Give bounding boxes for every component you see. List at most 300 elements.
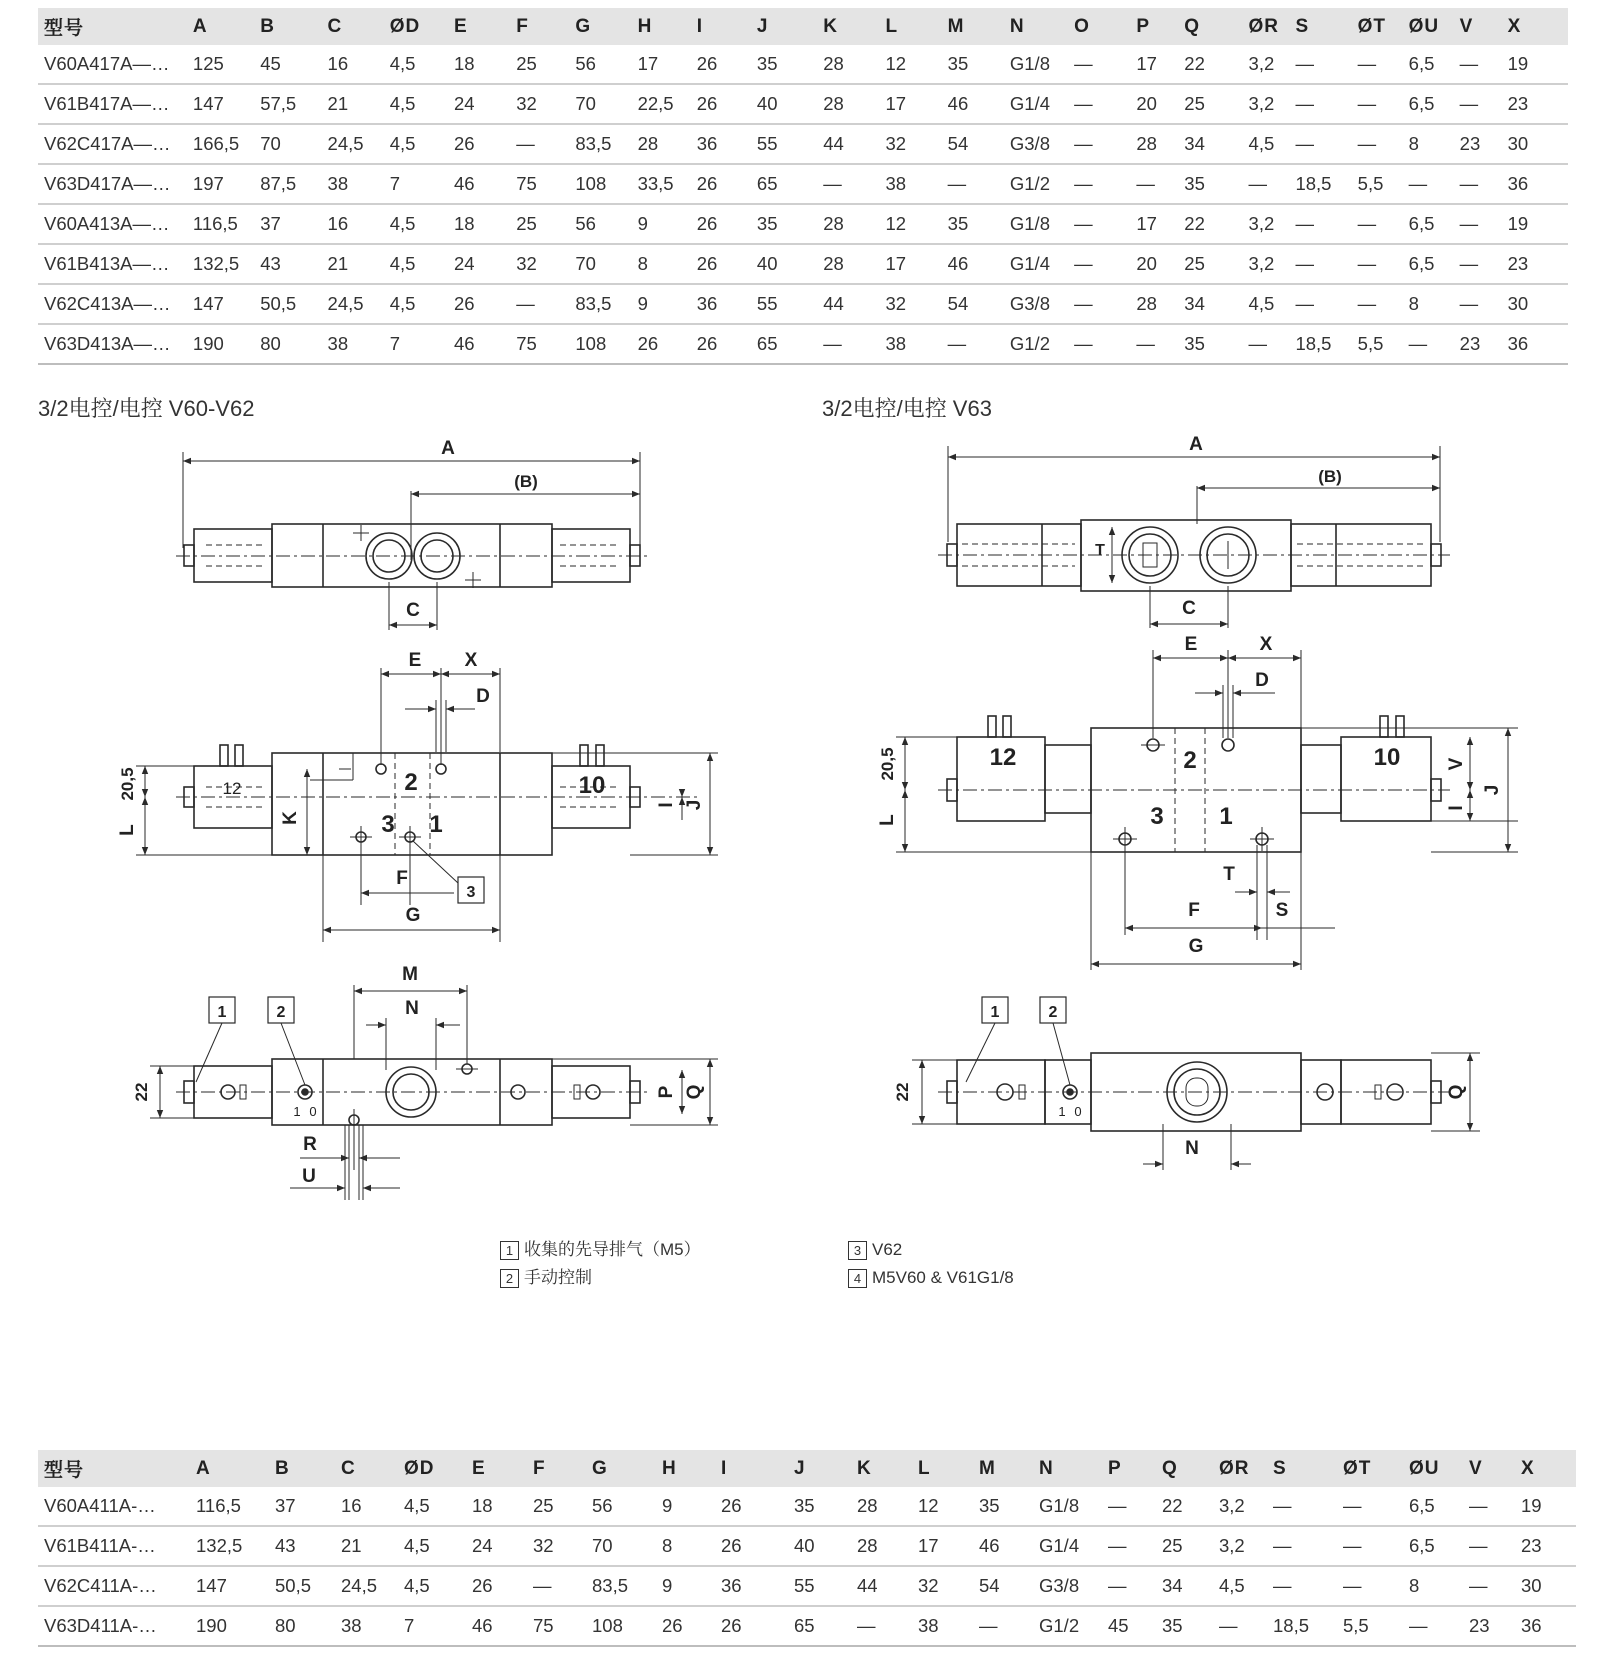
value-cell: 54 — [973, 1566, 1033, 1606]
column-header: ØU — [1403, 1450, 1463, 1487]
value-cell: 24 — [466, 1526, 527, 1566]
value-cell: — — [1454, 244, 1502, 284]
model-cell: V60A413A—… — [38, 204, 187, 244]
column-header: F — [527, 1450, 586, 1487]
column-header: P — [1102, 1450, 1156, 1487]
value-cell: 70 — [569, 244, 631, 284]
value-cell: 44 — [817, 124, 879, 164]
column-header: E — [448, 8, 510, 45]
value-cell: 6,5 — [1403, 1487, 1463, 1526]
value-cell: 166,5 — [187, 124, 254, 164]
value-cell: 28 — [632, 124, 691, 164]
value-cell: 18,5 — [1289, 164, 1351, 204]
value-cell: 25 — [527, 1487, 586, 1526]
value-cell: 30 — [1502, 124, 1568, 164]
value-cell: 17 — [879, 84, 941, 124]
value-cell: — — [1068, 164, 1130, 204]
value-cell: 87,5 — [254, 164, 321, 204]
value-cell: 40 — [751, 84, 817, 124]
left-bottom-view — [150, 985, 718, 1200]
column-header: G — [569, 8, 631, 45]
dim-label-g: G — [405, 905, 421, 926]
value-cell: 6,5 — [1403, 1526, 1463, 1566]
port-label-10-right: 10 — [1373, 744, 1401, 771]
value-cell: 26 — [691, 84, 751, 124]
dim-label-e-right: E — [1184, 634, 1198, 655]
value-cell: 4,5 — [398, 1487, 466, 1526]
value-cell: 12 — [879, 45, 941, 84]
dim-label-20-5: 20,5 — [118, 767, 137, 801]
legend-item — [500, 1236, 701, 1264]
value-cell: 4,5 — [1213, 1566, 1267, 1606]
legend-number: 2 — [500, 1269, 519, 1288]
column-header: X — [1502, 8, 1568, 45]
value-cell: — — [817, 324, 879, 364]
value-cell: — — [1337, 1487, 1403, 1526]
table-header-row — [38, 1450, 1576, 1487]
dim-label-b: (B) — [514, 472, 538, 491]
right-front-view — [896, 650, 1518, 970]
value-cell: 37 — [269, 1487, 335, 1526]
value-cell: 56 — [586, 1487, 656, 1526]
value-cell: 75 — [510, 324, 569, 364]
value-cell: 26 — [691, 244, 751, 284]
value-cell: 35 — [1178, 324, 1242, 364]
value-cell: 18 — [448, 45, 510, 84]
value-cell: 37 — [254, 204, 321, 244]
value-cell: 24 — [448, 244, 510, 284]
value-cell: G1/2 — [1004, 164, 1068, 204]
dim-label-22: 22 — [132, 1082, 151, 1102]
dim-label-i: I — [656, 802, 677, 808]
column-header: Q — [1178, 8, 1242, 45]
value-cell: 4,5 — [1243, 284, 1290, 324]
value-cell: 35 — [751, 204, 817, 244]
port-label-2-right: 2 — [1183, 747, 1197, 774]
dim-label-x: X — [464, 650, 478, 671]
dim-label-k: K — [280, 811, 301, 825]
value-cell: 19 — [1502, 45, 1568, 84]
value-cell: — — [817, 164, 879, 204]
dim-label-x-right: X — [1259, 634, 1273, 655]
dim-label-n-right: N — [1185, 1138, 1199, 1159]
value-cell: — — [1463, 1566, 1515, 1606]
value-cell: — — [1289, 45, 1351, 84]
value-cell: 75 — [527, 1606, 586, 1646]
model-cell: V61B411A-… — [38, 1526, 190, 1566]
value-cell: 23 — [1515, 1526, 1576, 1566]
value-cell: 4,5 — [384, 244, 448, 284]
value-cell: — — [851, 1606, 912, 1646]
port-label-1-right: 1 — [1219, 803, 1233, 830]
value-cell: — — [1267, 1566, 1337, 1606]
value-cell: 9 — [656, 1566, 715, 1606]
value-cell: G3/8 — [1033, 1566, 1102, 1606]
value-cell: 3,2 — [1243, 84, 1290, 124]
value-cell: 20 — [1130, 84, 1178, 124]
value-cell: 25 — [1178, 244, 1242, 284]
legend-item — [848, 1264, 1014, 1292]
value-cell: 36 — [691, 124, 751, 164]
value-cell: 80 — [254, 324, 321, 364]
value-cell: — — [1454, 45, 1502, 84]
column-header: L — [912, 1450, 973, 1487]
value-cell: — — [1068, 124, 1130, 164]
value-cell: — — [1130, 164, 1178, 204]
value-cell: — — [527, 1566, 586, 1606]
value-cell: 26 — [656, 1606, 715, 1646]
value-cell: G1/8 — [1033, 1487, 1102, 1526]
value-cell: — — [942, 164, 1004, 204]
value-cell: 17 — [912, 1526, 973, 1566]
dim-label-p: P — [656, 1085, 677, 1099]
value-cell: 4,5 — [1243, 124, 1290, 164]
value-cell: — — [1352, 204, 1403, 244]
column-header: ØD — [398, 1450, 466, 1487]
model-cell: V62C413A—… — [38, 284, 187, 324]
value-cell: 36 — [1502, 164, 1568, 204]
value-cell: — — [1243, 164, 1290, 204]
value-cell: 35 — [751, 45, 817, 84]
value-cell: G1/2 — [1033, 1606, 1102, 1646]
value-cell: — — [1403, 1606, 1463, 1646]
column-header: S — [1267, 1450, 1337, 1487]
column-header: S — [1289, 8, 1351, 45]
dim-label-t-top-right: T — [1095, 542, 1105, 559]
value-cell: 8 — [632, 244, 691, 284]
dim-label-m: M — [402, 964, 418, 985]
callout-3: 3 — [466, 884, 476, 901]
value-cell: 4,5 — [384, 124, 448, 164]
column-header: ØU — [1403, 8, 1454, 45]
dim-label-g-right: G — [1188, 936, 1204, 957]
legend-text: M5V60 & V61G1/8 — [872, 1268, 1014, 1287]
value-cell: 26 — [448, 284, 510, 324]
value-cell: 132,5 — [187, 244, 254, 284]
value-cell: 6,5 — [1403, 84, 1454, 124]
column-header: 型号 — [38, 1450, 190, 1487]
value-cell: 55 — [751, 284, 817, 324]
value-cell: 46 — [942, 244, 1004, 284]
value-cell: 125 — [187, 45, 254, 84]
value-cell: — — [510, 284, 569, 324]
column-header: ØT — [1337, 1450, 1403, 1487]
value-cell: 44 — [817, 284, 879, 324]
value-cell: G1/4 — [1004, 244, 1068, 284]
value-cell: 9 — [656, 1487, 715, 1526]
value-cell: 22,5 — [632, 84, 691, 124]
table-row — [38, 1526, 1576, 1566]
dim-label-j: J — [684, 799, 705, 811]
value-cell: — — [1352, 244, 1403, 284]
value-cell: 3,2 — [1243, 204, 1290, 244]
table-row — [38, 1487, 1576, 1526]
dim-label-l: L — [117, 824, 138, 836]
column-header: B — [254, 8, 321, 45]
value-cell: 12 — [912, 1487, 973, 1526]
value-cell: 43 — [269, 1526, 335, 1566]
dim-label-l-right: L — [877, 814, 898, 826]
value-cell: 3,2 — [1213, 1526, 1267, 1566]
value-cell: 40 — [788, 1526, 851, 1566]
column-header: G — [586, 1450, 656, 1487]
value-cell: 26 — [715, 1526, 788, 1566]
value-cell: 116,5 — [190, 1487, 269, 1526]
value-cell: 55 — [751, 124, 817, 164]
value-cell: — — [1068, 45, 1130, 84]
value-cell: 25 — [1178, 84, 1242, 124]
legend-text: 手动控制 — [524, 1268, 592, 1287]
column-header: N — [1033, 1450, 1102, 1487]
value-cell: 3,2 — [1243, 45, 1290, 84]
value-cell: 70 — [586, 1526, 656, 1566]
callout-2: 2 — [276, 1004, 286, 1021]
value-cell: 35 — [942, 204, 1004, 244]
column-header: K — [817, 8, 879, 45]
value-cell: 34 — [1178, 284, 1242, 324]
value-cell: 17 — [1130, 45, 1178, 84]
value-cell: 24,5 — [335, 1566, 398, 1606]
value-cell: 23 — [1454, 124, 1502, 164]
dim-label-r: R — [303, 1134, 317, 1155]
value-cell: 46 — [466, 1606, 527, 1646]
dim-label-20-5-right: 20,5 — [878, 747, 897, 781]
legend-number: 4 — [848, 1269, 867, 1288]
value-cell: 17 — [1130, 204, 1178, 244]
dim-label-22-right: 22 — [893, 1082, 912, 1102]
column-header: X — [1515, 1450, 1576, 1487]
model-cell: V63D417A—… — [38, 164, 187, 204]
value-cell: — — [1102, 1487, 1156, 1526]
column-header: 型号 — [38, 8, 187, 45]
value-cell: — — [1068, 324, 1130, 364]
value-cell: — — [1267, 1487, 1337, 1526]
dim-label-a-right: A — [1189, 434, 1203, 455]
value-cell: 75 — [510, 164, 569, 204]
value-cell: — — [1289, 84, 1351, 124]
column-header: I — [715, 1450, 788, 1487]
value-cell: 26 — [466, 1566, 527, 1606]
value-cell: 26 — [691, 204, 751, 244]
value-cell: 6,5 — [1403, 204, 1454, 244]
value-cell: G1/2 — [1004, 324, 1068, 364]
value-cell: 38 — [335, 1606, 398, 1646]
value-cell: 50,5 — [254, 284, 321, 324]
value-cell: — — [973, 1606, 1033, 1646]
value-cell: 116,5 — [187, 204, 254, 244]
manual-override-0: 0 — [309, 1104, 317, 1119]
value-cell: 7 — [384, 164, 448, 204]
column-header: H — [656, 1450, 715, 1487]
value-cell: 9 — [632, 204, 691, 244]
value-cell: 35 — [788, 1487, 851, 1526]
value-cell: 32 — [879, 124, 941, 164]
value-cell: — — [1352, 124, 1403, 164]
column-header: ØR — [1243, 8, 1290, 45]
value-cell: 43 — [254, 244, 321, 284]
column-header: B — [269, 1450, 335, 1487]
value-cell: 3,2 — [1213, 1487, 1267, 1526]
column-header: O — [1068, 8, 1130, 45]
value-cell: 4,5 — [384, 84, 448, 124]
value-cell: G1/4 — [1033, 1526, 1102, 1566]
value-cell: 25 — [510, 45, 569, 84]
port-label-1: 1 — [429, 811, 443, 838]
value-cell: 28 — [851, 1526, 912, 1566]
value-cell: 83,5 — [569, 284, 631, 324]
value-cell: 35 — [942, 45, 1004, 84]
column-header: L — [879, 8, 941, 45]
dim-label-d-right: D — [1255, 670, 1269, 691]
value-cell: 18,5 — [1289, 324, 1351, 364]
value-cell: — — [1454, 164, 1502, 204]
value-cell: 25 — [510, 204, 569, 244]
column-header: H — [632, 8, 691, 45]
value-cell: 26 — [715, 1606, 788, 1646]
value-cell: 36 — [691, 284, 751, 324]
callout-2-right: 2 — [1048, 1004, 1058, 1021]
legend-left — [500, 1236, 701, 1292]
model-cell: V62C411A-… — [38, 1566, 190, 1606]
value-cell: — — [1352, 84, 1403, 124]
value-cell: — — [1289, 284, 1351, 324]
value-cell: — — [1454, 84, 1502, 124]
column-header: Q — [1156, 1450, 1213, 1487]
value-cell: 4,5 — [384, 45, 448, 84]
value-cell: 147 — [187, 284, 254, 324]
column-header: E — [466, 1450, 527, 1487]
value-cell: 4,5 — [398, 1566, 466, 1606]
column-header: P — [1130, 8, 1178, 45]
value-cell: — — [1243, 324, 1290, 364]
value-cell: 38 — [879, 164, 941, 204]
value-cell: 22 — [1178, 204, 1242, 244]
value-cell: 38 — [322, 164, 384, 204]
value-cell: 40 — [751, 244, 817, 284]
value-cell: 54 — [942, 124, 1004, 164]
callout-1: 1 — [217, 1004, 227, 1021]
column-header: ØR — [1213, 1450, 1267, 1487]
value-cell: 38 — [322, 324, 384, 364]
manual-override-1-right: 1 — [1058, 1104, 1066, 1119]
value-cell: 44 — [851, 1566, 912, 1606]
column-header: M — [942, 8, 1004, 45]
manual-override-0-right: 0 — [1074, 1104, 1082, 1119]
value-cell: 34 — [1156, 1566, 1213, 1606]
model-cell: V63D411A-… — [38, 1606, 190, 1646]
value-cell: 16 — [322, 45, 384, 84]
value-cell: 26 — [632, 324, 691, 364]
dim-label-t-right: T — [1223, 864, 1235, 885]
value-cell: 32 — [912, 1566, 973, 1606]
value-cell: 8 — [1403, 284, 1454, 324]
dim-label-u: U — [302, 1166, 316, 1187]
column-header: ØD — [384, 8, 448, 45]
value-cell: 35 — [1156, 1606, 1213, 1646]
value-cell: 3,2 — [1243, 244, 1290, 284]
value-cell: 8 — [656, 1526, 715, 1566]
value-cell: 32 — [527, 1526, 586, 1566]
value-cell: 36 — [715, 1566, 788, 1606]
value-cell: 46 — [973, 1526, 1033, 1566]
value-cell: — — [1352, 284, 1403, 324]
table-row — [38, 1606, 1576, 1646]
value-cell: 197 — [187, 164, 254, 204]
value-cell: 21 — [322, 244, 384, 284]
value-cell: — — [1289, 204, 1351, 244]
model-cell: V60A411A-… — [38, 1487, 190, 1526]
legend-item — [848, 1236, 1014, 1264]
value-cell: 9 — [632, 284, 691, 324]
value-cell: 6,5 — [1403, 45, 1454, 84]
dim-label-b-right: (B) — [1318, 467, 1342, 486]
legend-text: 收集的先导排气（M5） — [524, 1240, 701, 1259]
column-header: C — [335, 1450, 398, 1487]
value-cell: 17 — [879, 244, 941, 284]
column-header: J — [788, 1450, 851, 1487]
value-cell: 25 — [1156, 1526, 1213, 1566]
value-cell: 16 — [335, 1487, 398, 1526]
dim-label-f: F — [396, 868, 408, 889]
column-header: A — [187, 8, 254, 45]
column-header: ØT — [1352, 8, 1403, 45]
left-front-view — [136, 668, 718, 942]
value-cell: 46 — [942, 84, 1004, 124]
dim-label-f-right: F — [1188, 900, 1200, 921]
value-cell: 56 — [569, 45, 631, 84]
value-cell: G3/8 — [1004, 284, 1068, 324]
dim-label-q-right: Q — [1446, 1084, 1467, 1100]
column-header: J — [751, 8, 817, 45]
value-cell: — — [1403, 324, 1454, 364]
column-header: M — [973, 1450, 1033, 1487]
value-cell: G1/8 — [1004, 204, 1068, 244]
value-cell: 5,5 — [1337, 1606, 1403, 1646]
column-header: V — [1454, 8, 1502, 45]
value-cell: — — [1068, 204, 1130, 244]
value-cell: — — [1463, 1487, 1515, 1526]
value-cell: 23 — [1502, 84, 1568, 124]
value-cell: 34 — [1178, 124, 1242, 164]
dim-label-c: C — [406, 600, 420, 621]
value-cell: 55 — [788, 1566, 851, 1606]
value-cell: 38 — [879, 324, 941, 364]
value-cell: 45 — [1102, 1606, 1156, 1646]
value-cell: 23 — [1454, 324, 1502, 364]
dim-label-j-right: J — [1482, 784, 1503, 796]
value-cell: — — [1337, 1566, 1403, 1606]
value-cell: 65 — [788, 1606, 851, 1646]
value-cell: — — [1337, 1526, 1403, 1566]
dim-label-i-right: I — [1446, 805, 1467, 811]
value-cell: 80 — [269, 1606, 335, 1646]
value-cell: 21 — [322, 84, 384, 124]
value-cell: 32 — [510, 244, 569, 284]
value-cell: 30 — [1515, 1566, 1576, 1606]
value-cell: 6,5 — [1403, 244, 1454, 284]
value-cell: — — [1454, 284, 1502, 324]
value-cell: 19 — [1502, 204, 1568, 244]
drawing-title-v63: 3/2电控/电控 V63 — [822, 396, 992, 421]
value-cell: 190 — [187, 324, 254, 364]
port-label-12: 12 — [222, 779, 242, 798]
value-cell: 26 — [715, 1487, 788, 1526]
value-cell: 36 — [1502, 324, 1568, 364]
value-cell: 38 — [912, 1606, 973, 1646]
value-cell: 83,5 — [569, 124, 631, 164]
legend-item — [500, 1264, 701, 1292]
value-cell: 18,5 — [1267, 1606, 1337, 1646]
